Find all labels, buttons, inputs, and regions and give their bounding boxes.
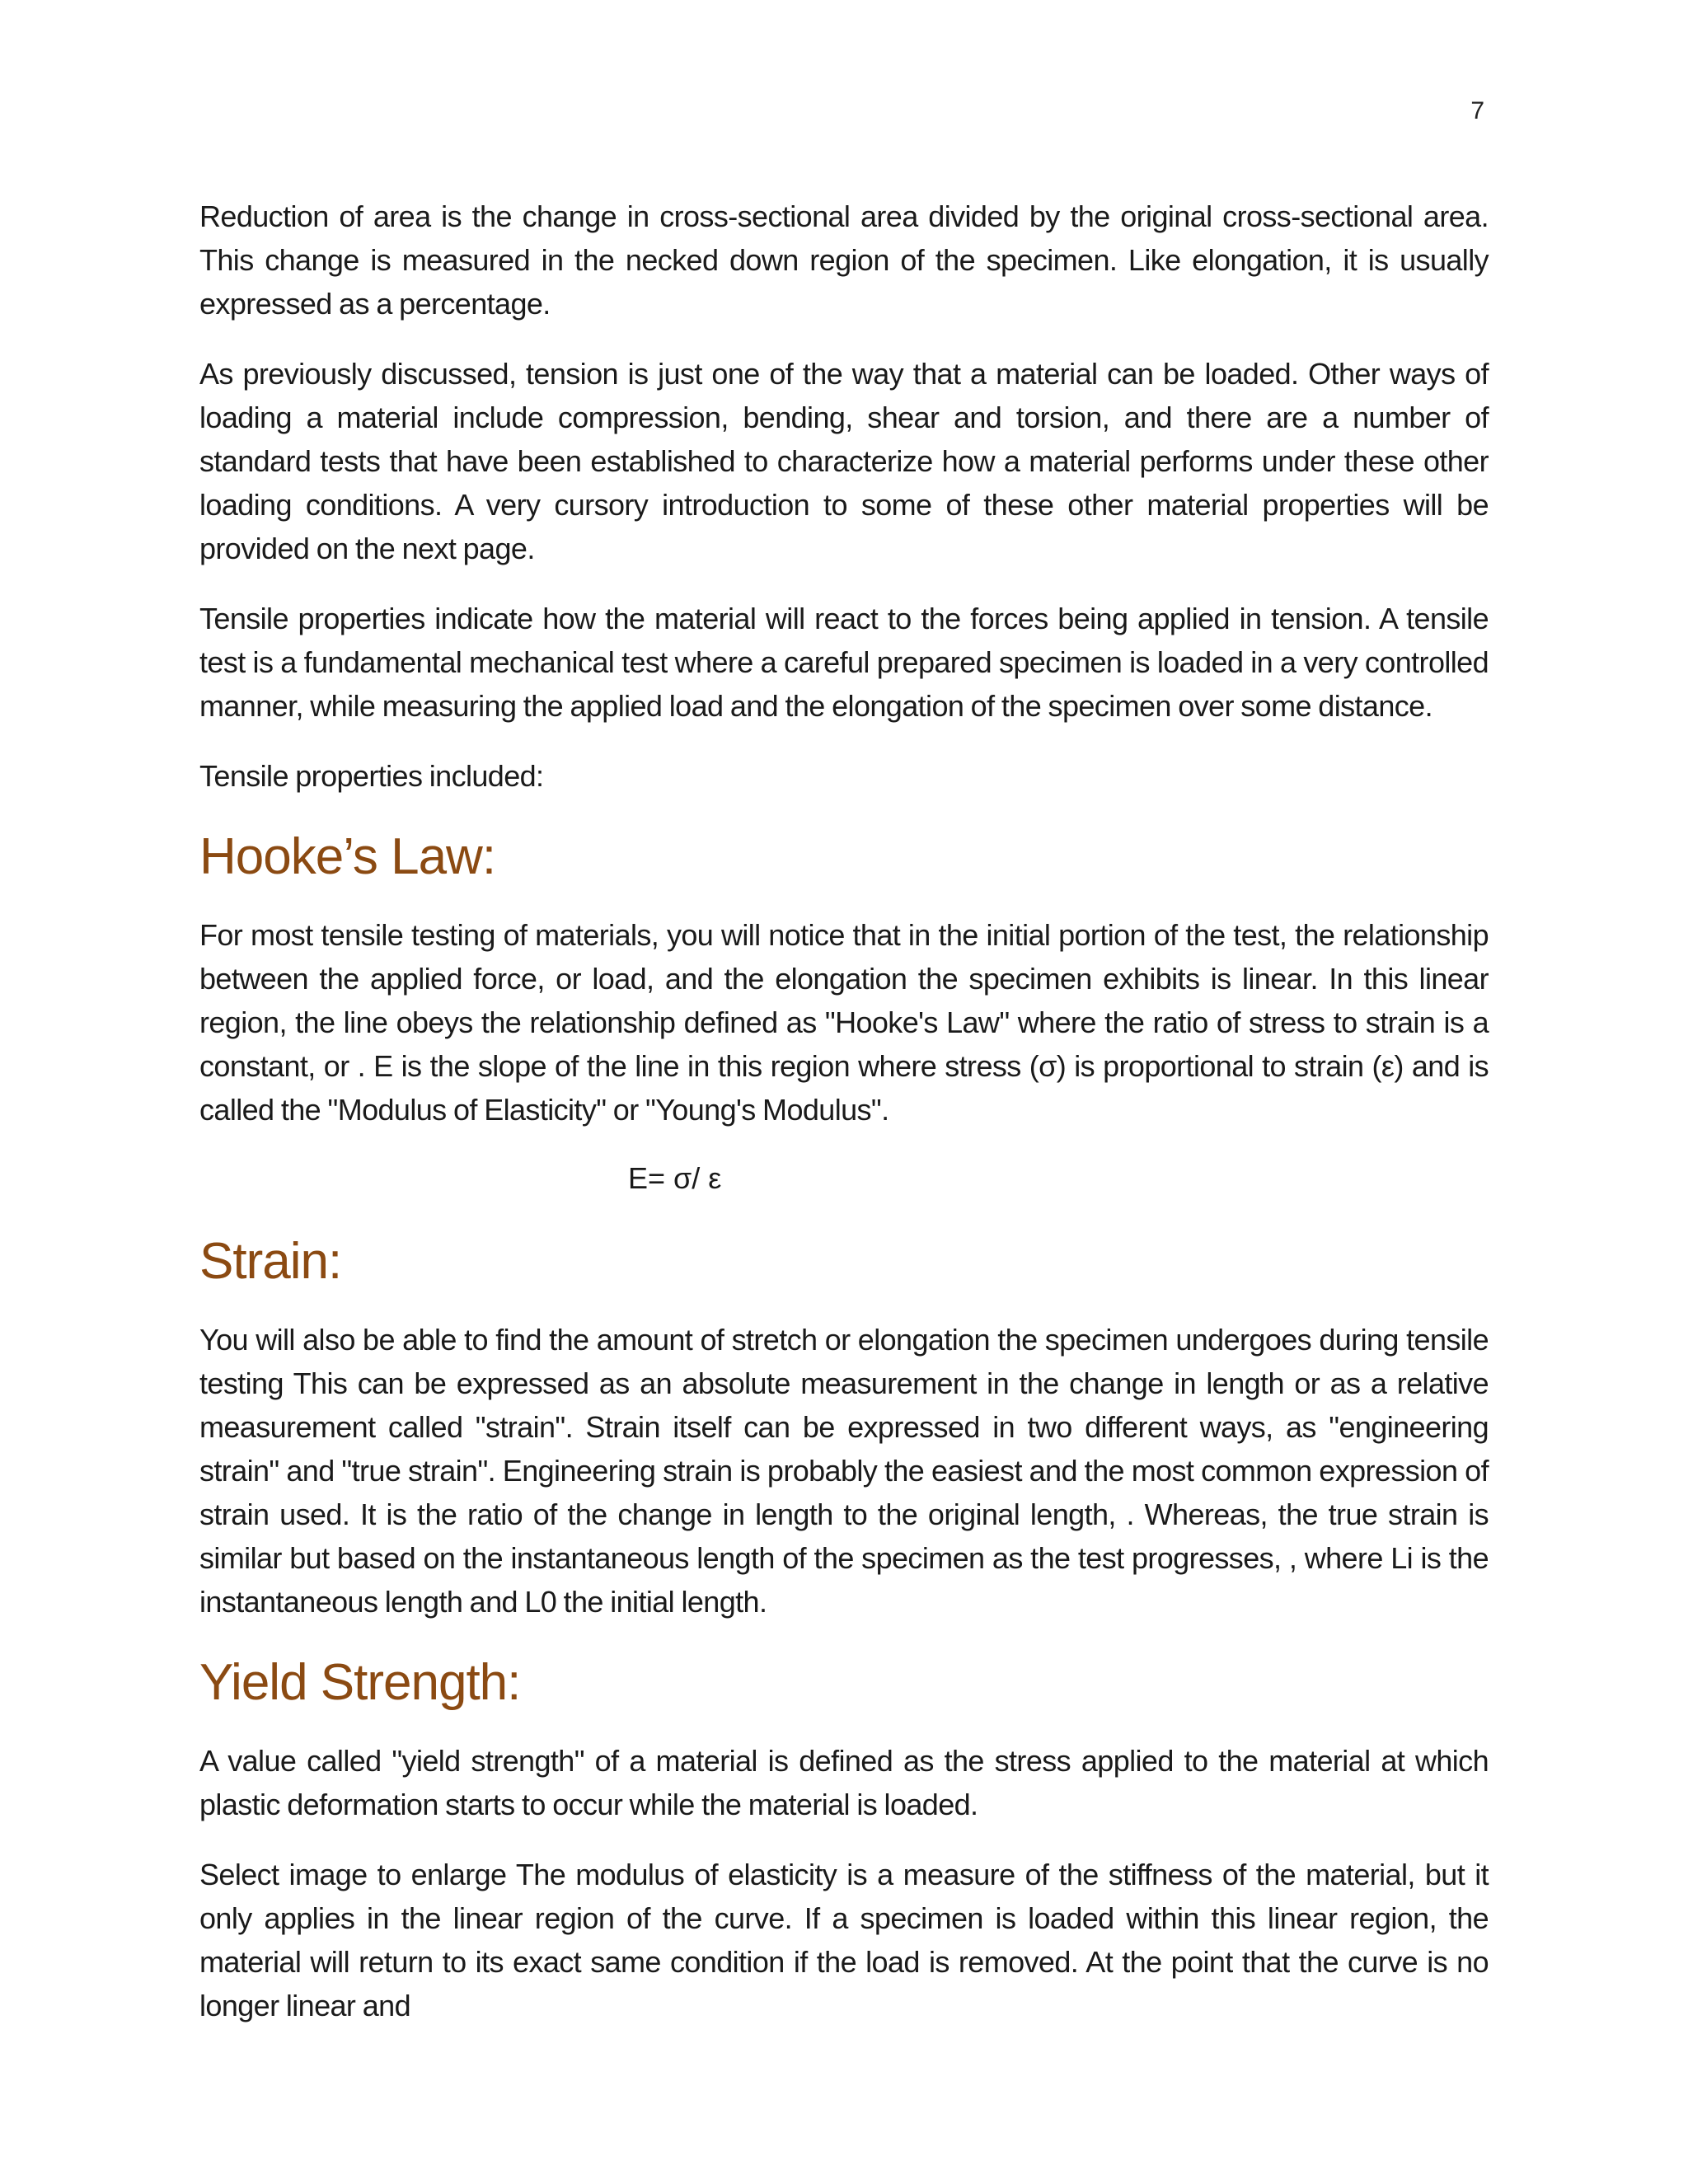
paragraph-yield-strength-definition: A value called "yield strength" of a material is defined as the stress applied to the material at which plastic deformation starts to occur while the material is loaded. [199, 1744, 1489, 1821]
heading-yield-strength: Yield Strength: [199, 1654, 521, 1711]
heading-hookes-law: Hooke’s Law: [199, 828, 496, 885]
formula-modulus: E= σ/ ε [628, 1161, 722, 1195]
heading-strain: Strain: [199, 1233, 342, 1290]
page-number: 7 [1470, 97, 1484, 124]
paragraph-tensile-included: Tensile properties included: [199, 759, 544, 793]
document-body [199, 194, 1489, 2054]
paragraph-strain: You will also be able to find the amount of stretch or elongation the specimen undergoes during tensile testing This can be expressed as an absolute measurement in the change in length or as a relative measurement called "strain". Strain itself can be expressed in two different ways, as "engineering strain" and "true strain". Engineering strain is probably the easiest and the most common expression of strain used. It is the ratio of the change in length to the original length, . Whereas, the true strain is similar but based on the instantaneous length of the specimen as the test progresses, , where Li is the instantaneous length and L0 the initial length. [199, 1323, 1489, 1619]
paragraph-tensile-properties: Tensile properties indicate how the material will react to the forces being applied in tension. A tensile test is a fundamental mechanical test where a careful prepared specimen is loaded in a very controlled manner, while measuring the applied load and the elongation of the specimen over some distance. [199, 602, 1489, 723]
paragraph-loading-types: As previously discussed, tension is just one of the way that a material can be loaded. Other ways of loading a material include compression, bending, shear and torsion, and there are a number of standard tests that have been established to characterize how a material performs under these other loading conditions. A very cursory introduction to some of these other material properties will be provided on the next page. [199, 357, 1489, 565]
paragraph-modulus-elasticity: Select image to enlarge The modulus of elasticity is a measure of the stiffness of the material, but it only applies in the linear region of the curve. If a specimen is loaded within this linear region, the material will return to its exact same condition if the load is removed. At the point that the curve is no longer linear and [199, 1858, 1489, 2022]
paragraph-hookes-law: For most tensile testing of materials, you will notice that in the initial portion of the test, the relationship between the applied force, or load, and the elongation the specimen exhibits is linear. In this linear region, the line obeys the relationship defined as "Hooke's Law" where the ratio of stress to strain is a constant, or . E is the slope of the line in this region where stress (σ) is proportional to strain (ε) and is called the "Modulus of Elasticity" or "Young's Modulus". [199, 918, 1489, 1127]
paragraph-reduction-of-area: Reduction of area is the change in cross-sectional area divided by the original cross-sectional area. This change is measured in the necked down region of the specimen. Like elongation, it is usually expressed as a percentage. [199, 199, 1489, 321]
